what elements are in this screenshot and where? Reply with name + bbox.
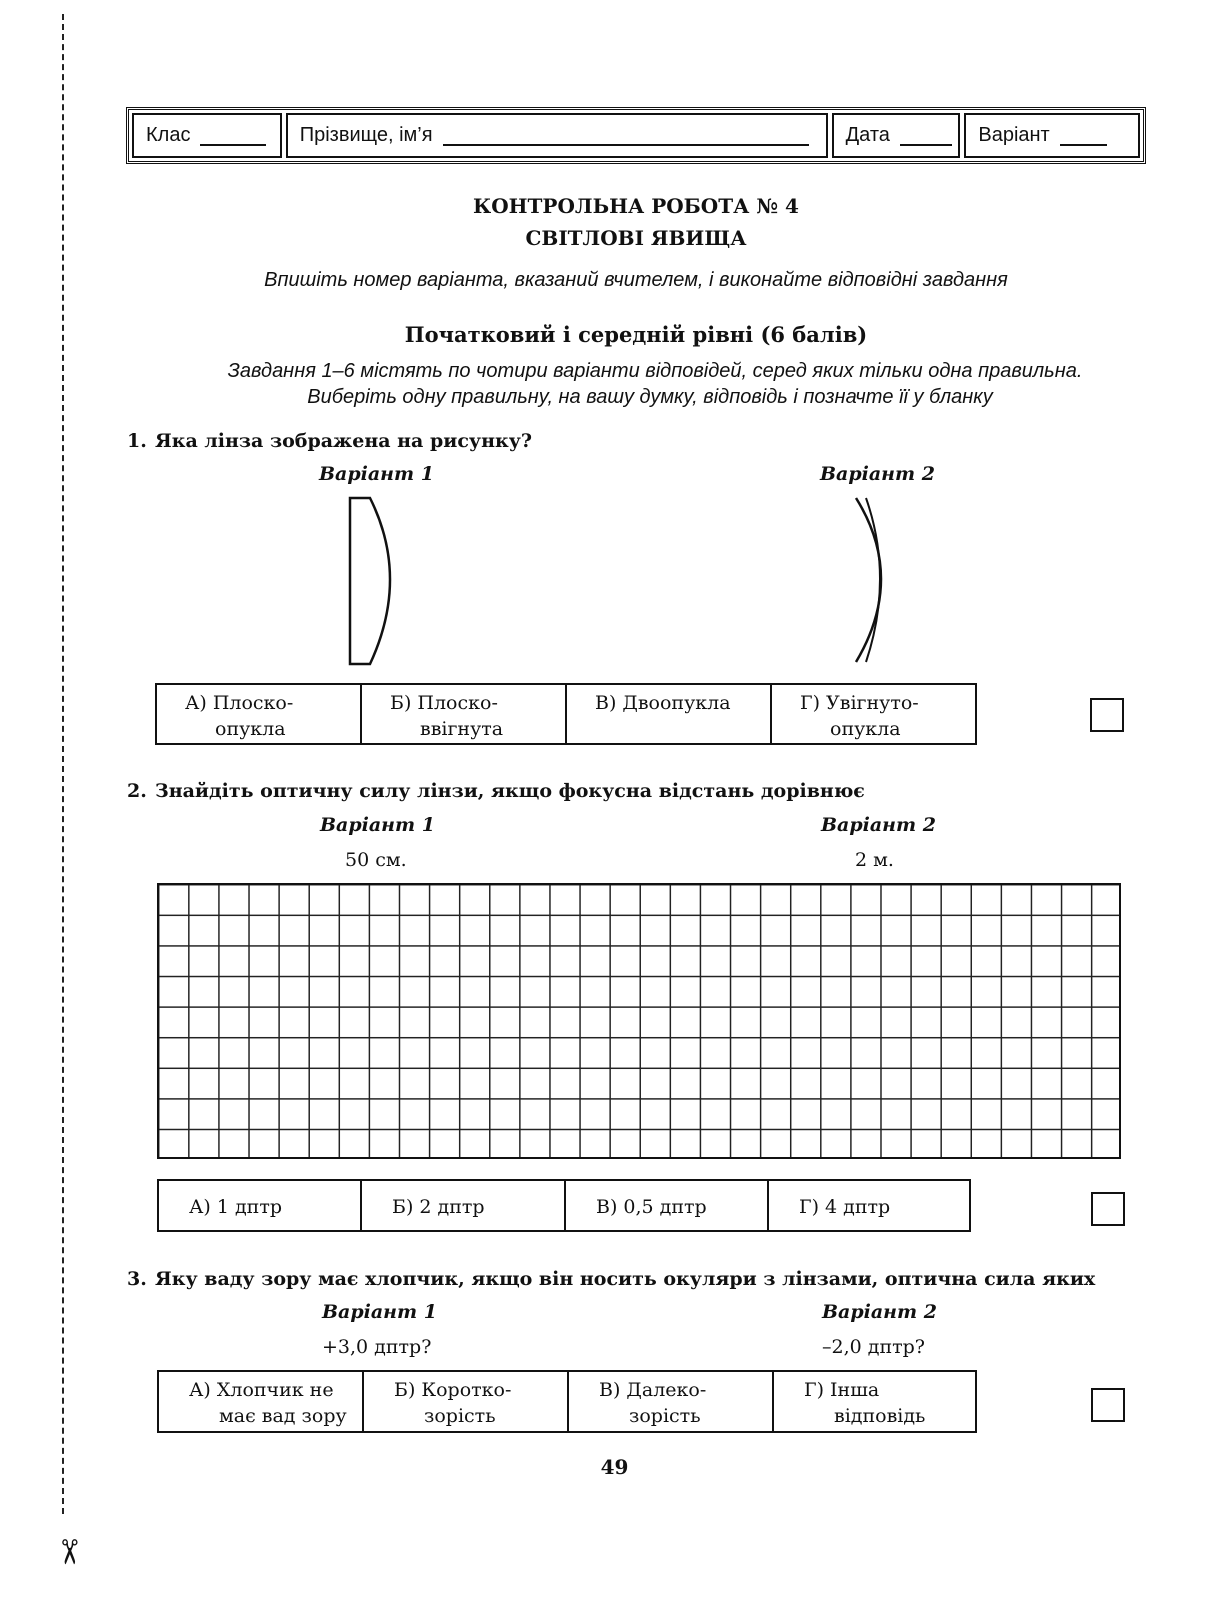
date-field[interactable] [832,113,961,158]
question-text: Знайдіть оптичну силу лінзи, якщо фокусна відстань дорівнює [155,780,865,802]
variant-label: Варіант [978,124,1050,146]
q2-option-v[interactable]: В) 0,5 дптр [566,1181,769,1230]
cut-line [62,14,64,1514]
question-3 [127,1268,1095,1290]
question-text: Яку ваду зору має хлопчик, якщо він носить окуляри з лінзами, оптична сила яких [155,1268,1096,1290]
student-info-header [126,107,1146,164]
calculation-grid[interactable] [157,883,1121,1159]
date-input-line[interactable] [900,126,952,146]
question-2 [127,780,865,802]
name-label: Прізвище, ім’я [299,124,433,146]
section-heading: Початковий і середній рівні (6 балів) [404,322,868,347]
q3-options [157,1370,977,1433]
q3-variant2-label: Варіант 2 [822,1301,937,1323]
q1-variant1-label: Варіант 1 [319,463,434,485]
variant-field[interactable] [964,113,1140,158]
q3-variant1-value-text: +3,0 дптр? [322,1336,432,1358]
concave-convex-lens-figure [850,492,900,670]
q1-option-b[interactable]: Б) Плоско- ввігнута [362,685,567,743]
question-number: 2. [127,780,147,802]
question-number: 1. [127,430,147,452]
q1-option-g[interactable]: Г) Увігнуто- опукла [800,692,919,740]
q3-option-v[interactable]: В) Далеко- зорість [569,1372,774,1431]
q3-option-g[interactable]: Г) Інша відповідь [804,1379,926,1427]
class-label: Клас [146,124,191,146]
q1-answer-box[interactable] [1090,698,1124,732]
q3-option-a[interactable]: А) Хлопчик не має вад зору [159,1372,364,1431]
date-label: Дата [845,124,890,146]
q1-variant2-label: Варіант 2 [820,463,935,485]
name-field[interactable] [286,113,828,158]
q1-options [155,683,977,745]
class-input-line[interactable] [200,126,266,146]
question-text: Яка лінза зображена на рисунку? [155,430,533,452]
plano-convex-lens-figure [340,492,410,670]
q2-variant1-value: 50 см. [345,849,407,871]
variant-input-line[interactable] [1060,126,1107,146]
q1-option-v[interactable]: В) Двоопукла [567,685,772,743]
q2-option-b[interactable]: Б) 2 дптр [362,1181,566,1230]
q2-option-a[interactable]: А) 1 дптр [159,1181,362,1230]
test-subtitle: СВІТЛОВІ ЯВИЩА [525,226,747,250]
class-field[interactable] [132,113,282,158]
q2-variant2-label: Варіант 2 [821,814,936,836]
page-number: 49 [600,1455,629,1479]
q1-option-a[interactable]: А) Плоско- опукла [157,685,362,743]
q3-variant2-value: –2,0 дптр? [822,1336,925,1358]
q2-option-g[interactable]: Г) 4 дптр [799,1196,891,1218]
q3-answer-box[interactable] [1091,1388,1125,1422]
section-note-line1: Завдання 1–6 містять по чотири варіанти відповідей, серед яких тільки одна правильна. [227,360,1083,382]
instruction-text: Впишіть номер варіанта, вказаний вчителем, і виконайте відповідні завдання [264,269,1008,291]
q3-variant1-label: Варіант 1 [322,1301,437,1323]
question-number: 3. [127,1268,147,1290]
scissors-icon: ✂ [48,1537,89,1567]
name-input-line[interactable] [443,126,809,146]
q2-variant2-value: 2 м. [855,849,894,871]
q2-variant1-label: Варіант 1 [320,814,435,836]
q3-option-b[interactable]: Б) Коротко- зорість [364,1372,569,1431]
q2-options [157,1179,971,1232]
test-title: КОНТРОЛЬНА РОБОТА № 4 [473,194,799,218]
q2-answer-box[interactable] [1091,1192,1125,1226]
question-1 [127,430,532,452]
section-note-line2: Виберіть одну правильну, на вашу думку, відповідь і позначте її у бланку [307,386,993,408]
